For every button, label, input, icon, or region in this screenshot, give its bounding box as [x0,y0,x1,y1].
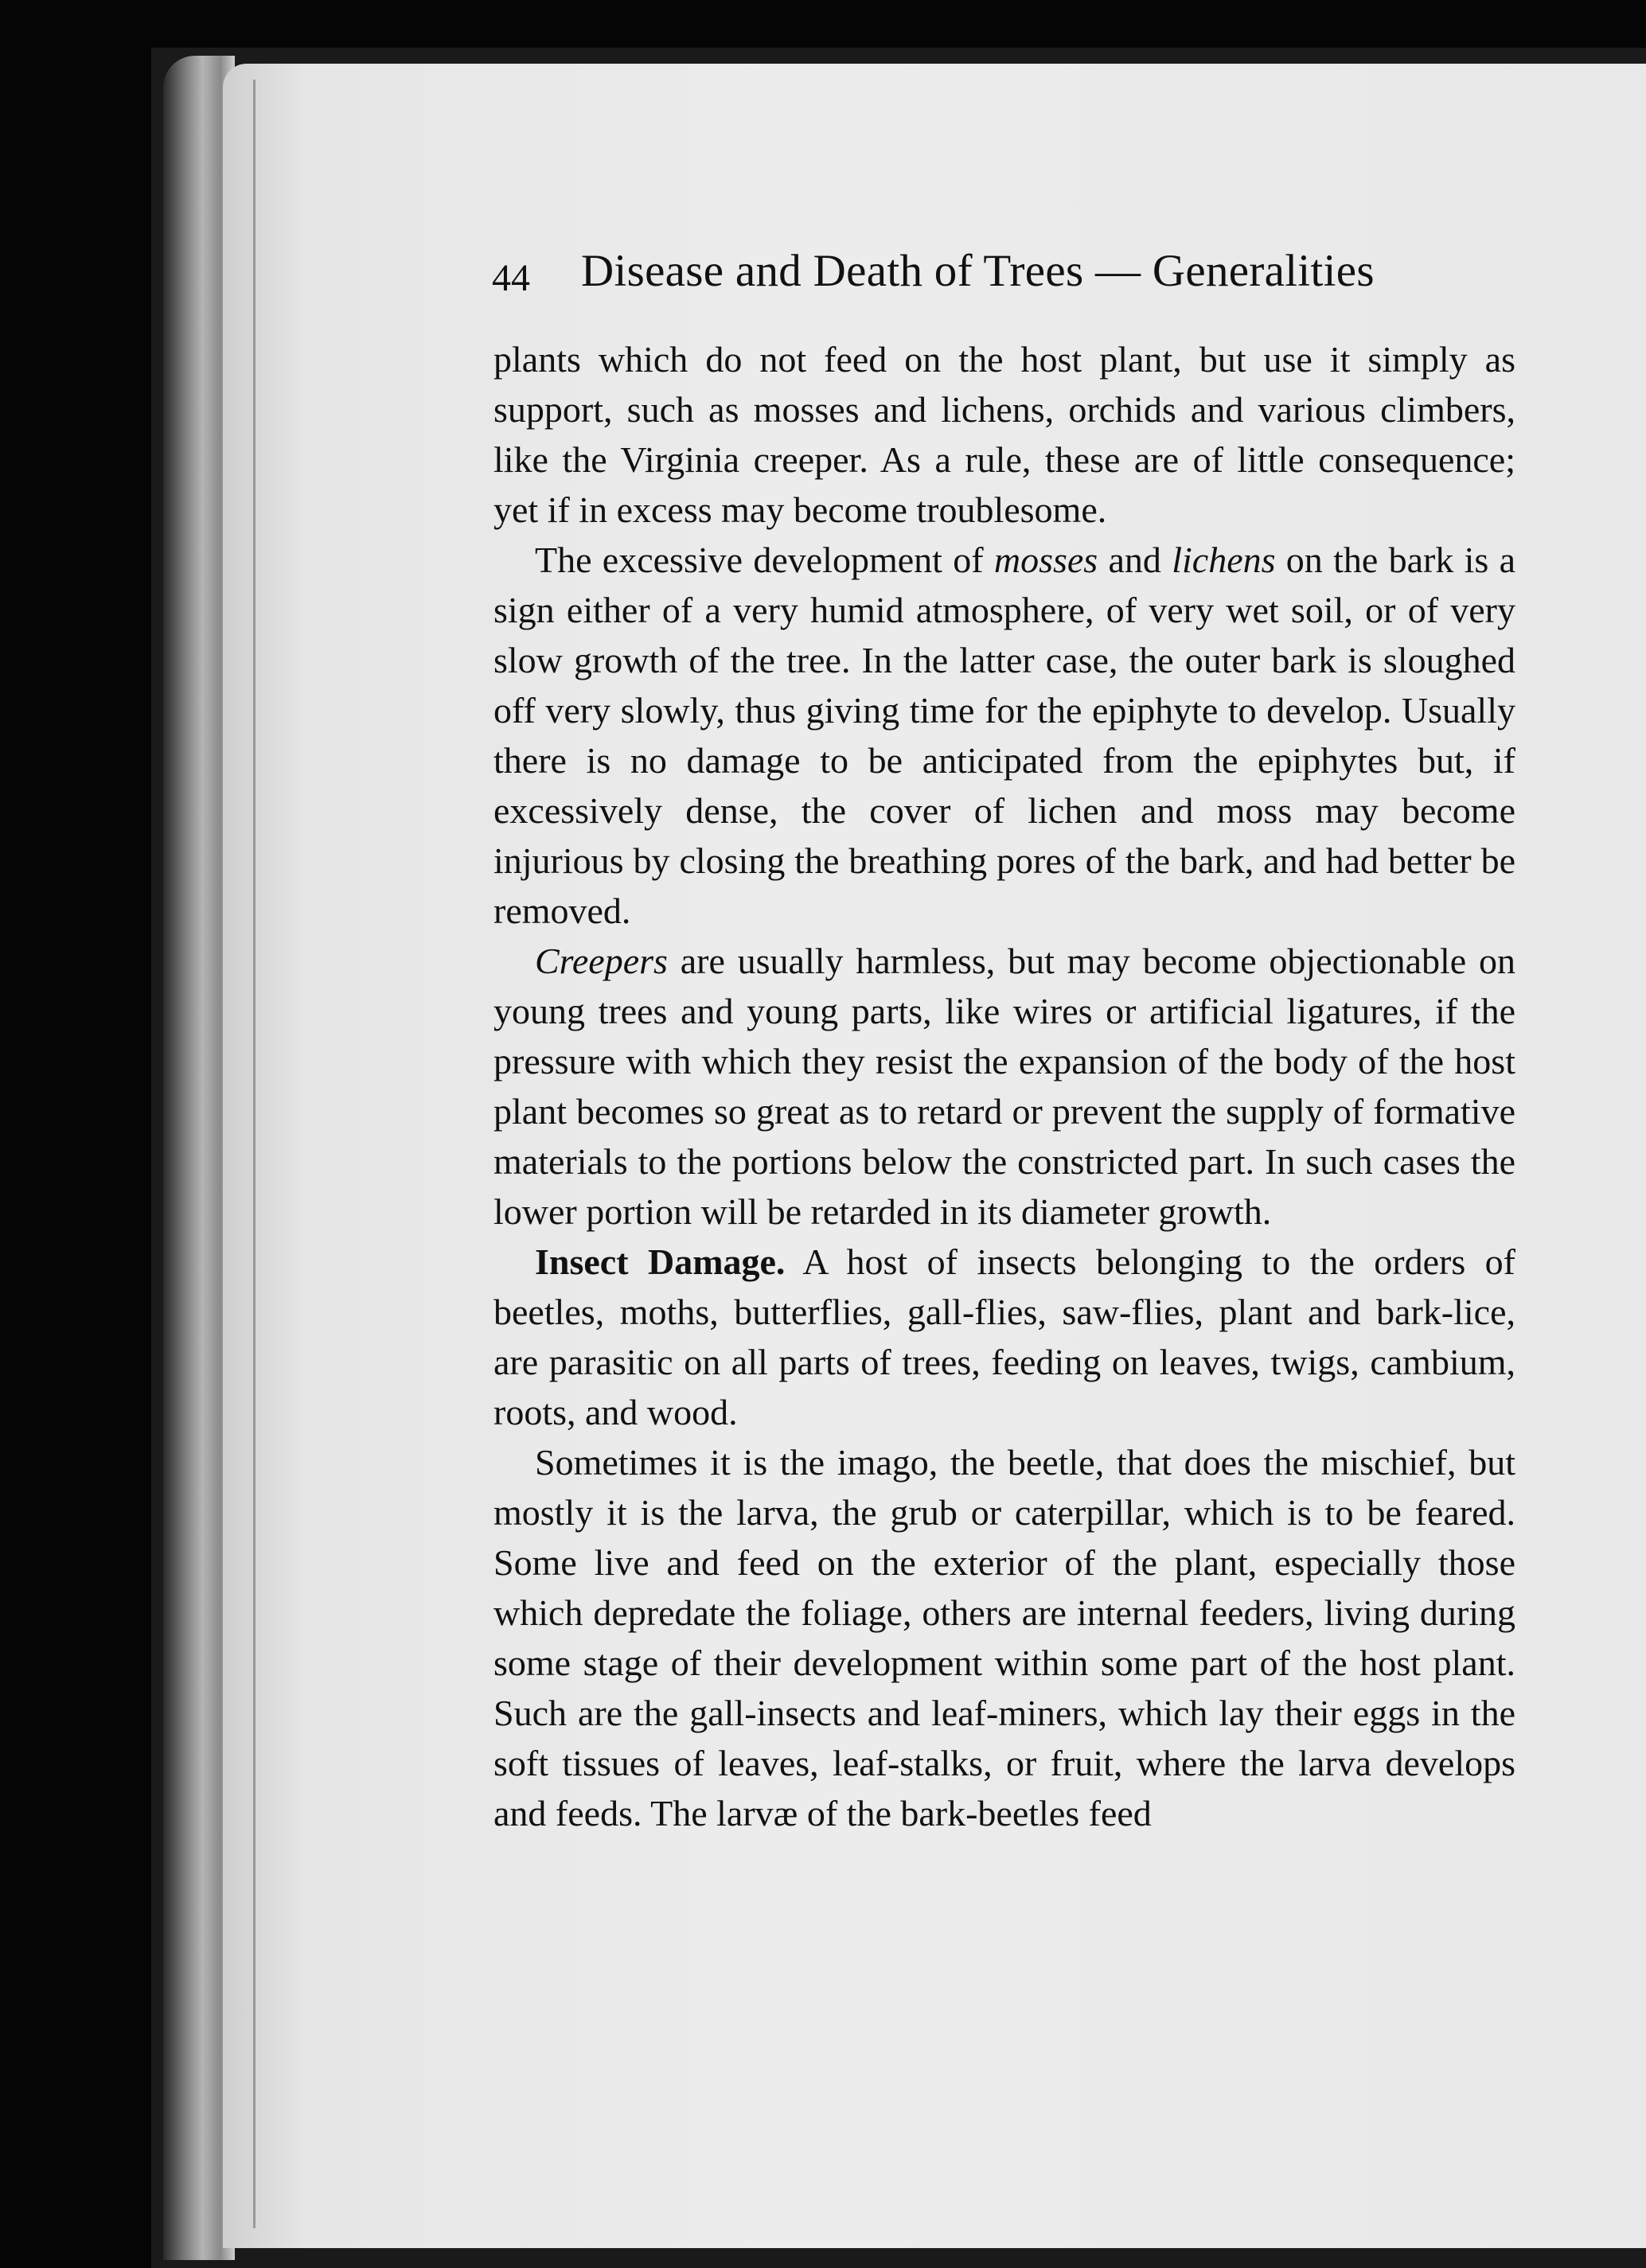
paragraph-text: The excessive development of [535,540,994,580]
paragraph-text: A host of insects belonging to the orders of beetles, moths, butterflies, gall-flies, saw-flies, plant and bark-lice, are parasitic on all parts of trees, feeding on leaves, twigs, cambium, roots, and wood. [493,1241,1515,1432]
emphasis-lichens: lichens [1172,540,1276,580]
running-title: Disease and Death of Trees — Generalities [581,246,1375,296]
paragraph-text: Sometimes it is the imago, the beetle, that does the mischief, but mostly it is the larva, the grub or caterpillar, which is to be feared. Some live and feed on the exterior of the plant, especially those which depredate the foliage, others are internal feeders, living during some stage of their development within some part of the host plant. Such are the gall-insects and leaf-miners, which lay their eggs in the soft tissues of leaves, leaf-stalks, or fruit, where the larva develops and feeds. The larvæ of the bark-beetles feed [493,1442,1515,1833]
page-gutter-line [253,80,255,2228]
emphasis-mosses: mosses [993,540,1098,580]
paragraph-insect-damage [493,1237,1515,1437]
paragraph-text: are usually harmless, but may become objectionable on young trees and young parts, like wires or artificial ligatures, if the pressure with which they resist the expansion of the body of the host plant becomes so great as to retard or prevent the supply of formative materials to the portions below the constricted part. In such cases the lower portion will be retarded in its diameter growth. [493,941,1515,1232]
paragraph-text: and [1098,540,1172,580]
paragraph-mosses-lichens [493,535,1515,936]
paragraph-continuation [493,334,1515,535]
running-header [492,239,1519,310]
paragraph-text: on the bark is a sign either of a very humid atmosphere, of very wet soil, or of very slow growth of the tree. In the latter case, the outer bark is sloughed off very slowly, thus giving time for the epiphyte to develop. Usually there is no damage to be anticipated from the epiphytes but, if excessively dense, the cover of lichen and moss may become injurious by closing the breathing pores of the bark, and had better be removed. [493,540,1516,931]
paragraph-creepers [493,936,1515,1237]
paragraph-text: plants which do not feed on the host plant, but use it simply as support, such as mosses and lichens, orchids and various climbers, like the Virginia creeper. As a rule, these are of little consequence; yet if in excess may become troublesome. [493,339,1515,530]
page-number: 44 [492,257,530,299]
paragraph-imago [493,1437,1515,1838]
emphasis-creepers: Creepers [535,941,668,981]
section-heading-insect-damage: Insect Damage. [535,1241,786,1282]
page-body [493,334,1515,1838]
